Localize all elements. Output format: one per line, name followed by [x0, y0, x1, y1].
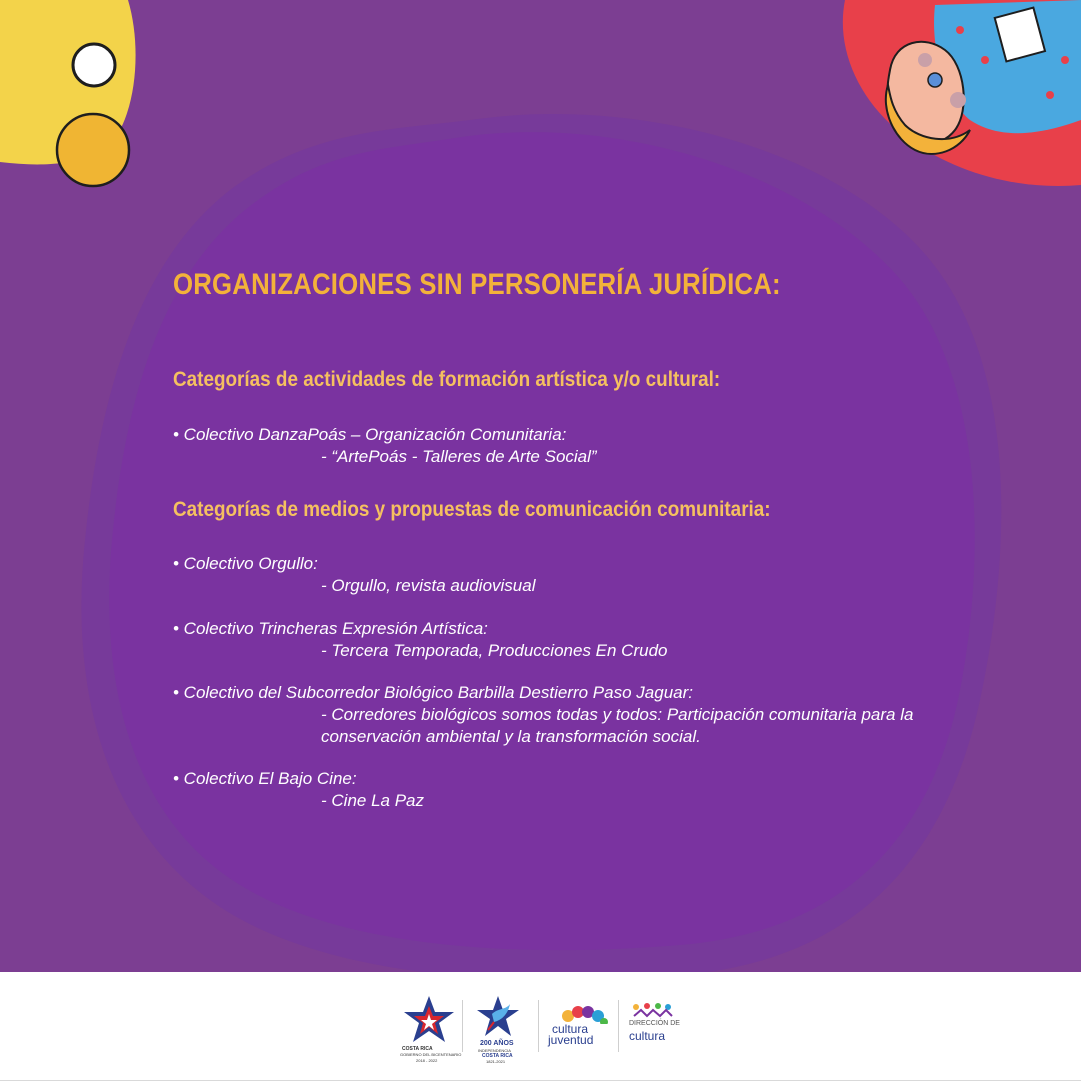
logo4-line1: DIRECCIÓN DE — [629, 1020, 680, 1027]
logo2-line4: 1821-2021 — [486, 1059, 506, 1064]
cultura-juventud-logo — [546, 1002, 612, 1052]
figures-icon — [628, 1002, 674, 1018]
entry-organization: • Colectivo El Bajo Cine: — [173, 769, 357, 788]
hummingbird-icon — [472, 994, 524, 1040]
logo4-line2: cultura — [629, 1029, 666, 1043]
list-item — [173, 424, 1033, 468]
entry-organization: • Colectivo Trincheras Expresión Artística: — [173, 619, 488, 638]
logo1-line3: 2018 - 2022 — [416, 1058, 438, 1063]
entry-project: - Corredores biológicos somos todas y todos: Participación comunitaria para la conservación ambiental y la transformación social. — [321, 705, 914, 746]
footer-logos — [0, 972, 1081, 1081]
logo3-line2: juventud — [548, 1033, 594, 1047]
logo2-line2: INDEPENDENCIA — [478, 1048, 511, 1053]
entry-organization: • Colectivo Orgullo: — [173, 554, 318, 573]
center-blob — [109, 132, 974, 950]
entry-project: - Cine La Paz — [321, 791, 424, 810]
corner-white-circle — [73, 44, 115, 86]
list-item — [173, 553, 1033, 597]
list-item — [173, 618, 1033, 662]
logo2-line1: 200 AÑOS — [480, 1040, 514, 1047]
section-heading-medios: Categorías de medios y propuestas de comunicación comunitaria: — [173, 498, 771, 521]
logo1-line2: GOBIERNO DEL BICENTENARIO — [400, 1052, 462, 1057]
bicentenario-200-logo — [472, 994, 524, 1074]
divider — [538, 1000, 539, 1052]
logo3-line1: cultura — [552, 1022, 589, 1036]
list-item — [173, 768, 1033, 812]
colorful-petals-icon — [546, 1002, 612, 1024]
entry-project: - Tercera Temporada, Producciones En Crudo — [321, 641, 668, 660]
gobierno-bicentenario-logo — [400, 994, 462, 1072]
section-heading-formacion: Categorías de actividades de formación artística y/o cultural: — [173, 368, 721, 391]
entry-project: - Orgullo, revista audiovisual — [321, 576, 536, 595]
entry-organization: • Colectivo DanzaPoás – Organización Comunitaria: — [173, 425, 567, 444]
divider — [462, 1000, 463, 1052]
star-emblem-icon — [400, 994, 458, 1046]
corner-orange-circle — [57, 114, 129, 186]
direccion-cultura-logo — [628, 1002, 680, 1052]
logo2-line3: COSTA RICA — [482, 1053, 513, 1059]
list-item — [173, 682, 1033, 748]
entry-organization: • Colectivo del Subcorredor Biológico Barbilla Destierro Paso Jaguar: — [173, 683, 693, 702]
divider — [618, 1000, 619, 1052]
logo1-line1: COSTA RICA — [402, 1046, 433, 1052]
entry-project: - “ArtePoás - Talleres de Arte Social” — [321, 447, 597, 466]
page-title: ORGANIZACIONES SIN PERSONERÍA JURÍDICA: — [173, 268, 781, 301]
